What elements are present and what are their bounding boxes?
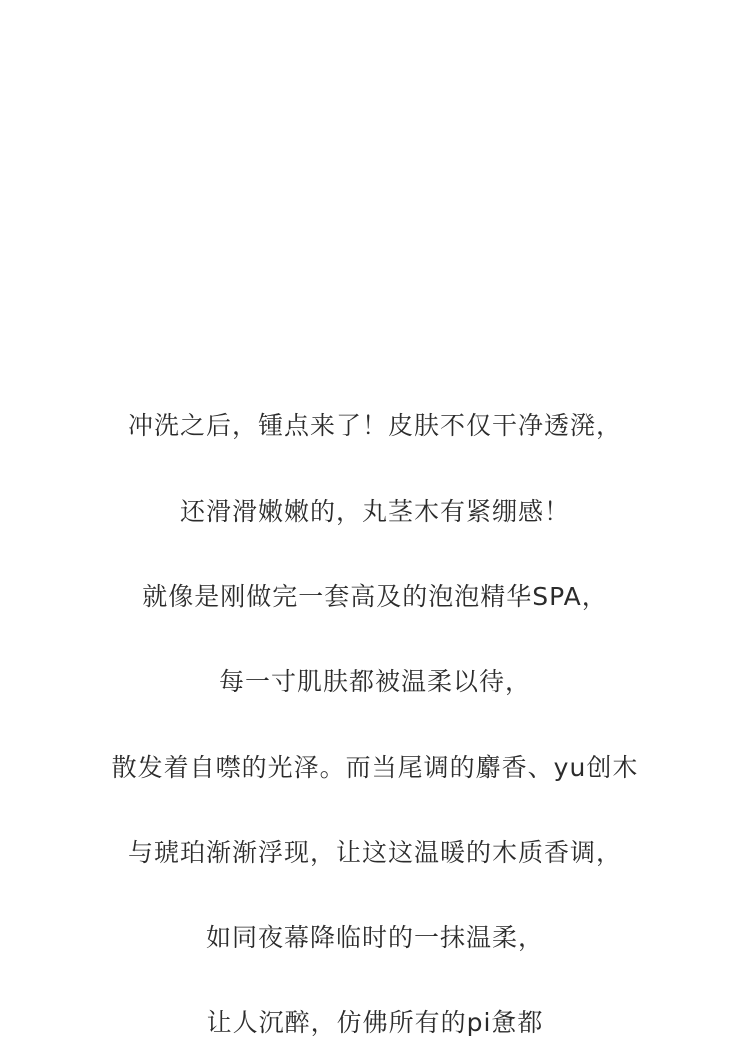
text-line-1: 冲洗之后，锺点来了！皮肤不仅干净透溌，	[127, 411, 622, 440]
text-line-3: 就像是刚做完一套高及的泡泡精华SPA，	[142, 582, 608, 611]
text-line-4: 每一寸肌肤都被温柔以待，	[218, 667, 531, 696]
text-line-7: 如同夜幕降临时的一抹温柔，	[205, 923, 544, 952]
text-line-5: 散发着自噤的光泽。而当尾调的麝香、yu创木	[111, 753, 639, 782]
text-line-2: 还滑滑嫩嫩的，丸茎木有紧绷感！	[179, 497, 570, 526]
text-line-8: 让人沉醉，仿佛所有的pi惫都	[206, 1008, 544, 1037]
text-line-6: 与琥珀渐渐浮现，让这这温暖的木质香调，	[127, 838, 622, 867]
